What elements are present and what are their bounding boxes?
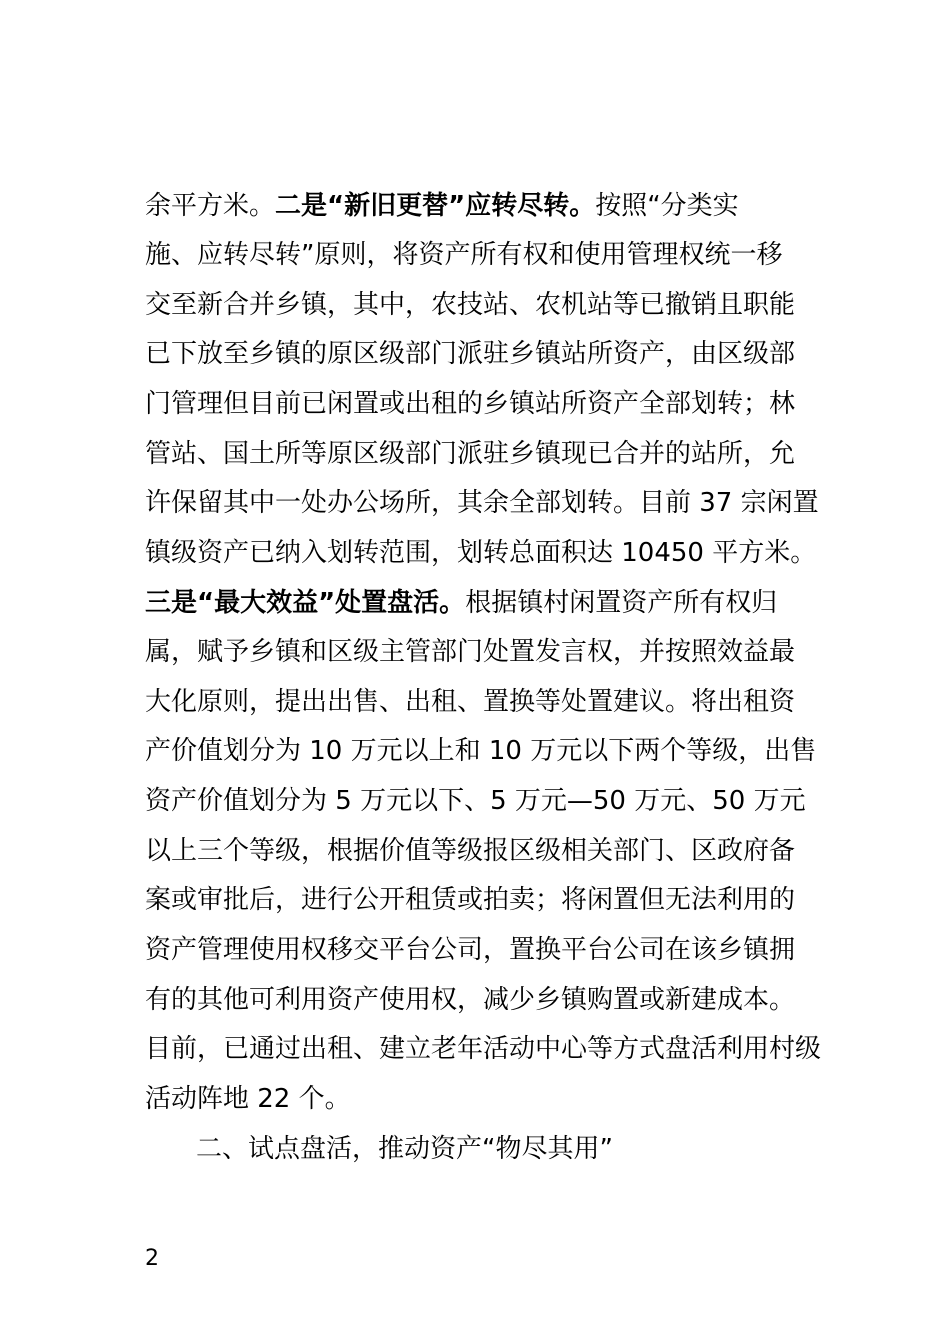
text-line xyxy=(145,189,739,223)
text-run: 余平方米。 xyxy=(145,191,276,221)
section-heading: 二、试点盘活，推动资产“物尽其用” xyxy=(196,1134,613,1164)
text-line: 已下放至乡镇的原区级部门派驻乡镇站所资产，由区级部 xyxy=(145,339,796,369)
text-line: 交至新合并乡镇，其中，农技站、农机站等已撤销且职能 xyxy=(145,290,796,320)
bold-lead-phrase: 三是“最大效益”处置盘活。 xyxy=(145,588,466,618)
text-line: 属，赋予乡镇和区级主管部门处置发言权，并按照效益最 xyxy=(145,637,796,667)
text-line: 产价值划分为 10 万元以上和 10 万元以下两个等级，出售 xyxy=(145,736,817,766)
page-number: 2 xyxy=(145,1246,159,1271)
text-line xyxy=(145,586,777,620)
text-line: 案或审批后，进行公开租赁或拍卖；将闲置但无法利用的 xyxy=(145,885,796,915)
text-line: 施、应转尽转”原则，将资产所有权和使用管理权统一移 xyxy=(145,240,783,270)
text-line: 目前，已通过出租、建立老年活动中心等方式盘活利用村级 xyxy=(145,1034,822,1064)
text-line: 活动阵地 22 个。 xyxy=(145,1084,351,1114)
text-run: 根据镇村闲置资产所有权归 xyxy=(465,588,778,618)
text-run: 按照“分类实 xyxy=(595,191,739,221)
text-line: 门管理但目前已闲置或出租的乡镇站所资产全部划转；林 xyxy=(145,389,796,419)
text-line: 有的其他可利用资产使用权，减少乡镇购置或新建成本。 xyxy=(145,985,796,1015)
text-line: 管站、国土所等原区级部门派驻乡镇现已合并的站所，允 xyxy=(145,439,796,469)
text-line: 资产价值划分为 5 万元以下、5 万元—50 万元、50 万元 xyxy=(145,786,806,816)
text-line: 大化原则，提出出售、出租、置换等处置建议。将出租资 xyxy=(145,687,796,717)
text-line: 许保留其中一处办公场所，其余全部划转。目前 37 宗闲置 xyxy=(145,488,819,518)
text-line: 以上三个等级，根据价值等级报区级相关部门、区政府备 xyxy=(145,836,796,866)
bold-lead-phrase: 二是“新旧更替”应转尽转。 xyxy=(275,191,596,221)
text-line: 资产管理使用权移交平台公司，置换平台公司在该乡镇拥 xyxy=(145,935,796,965)
text-line: 镇级资产已纳入划转范围，划转总面积达 10450 平方米。 xyxy=(145,538,817,568)
